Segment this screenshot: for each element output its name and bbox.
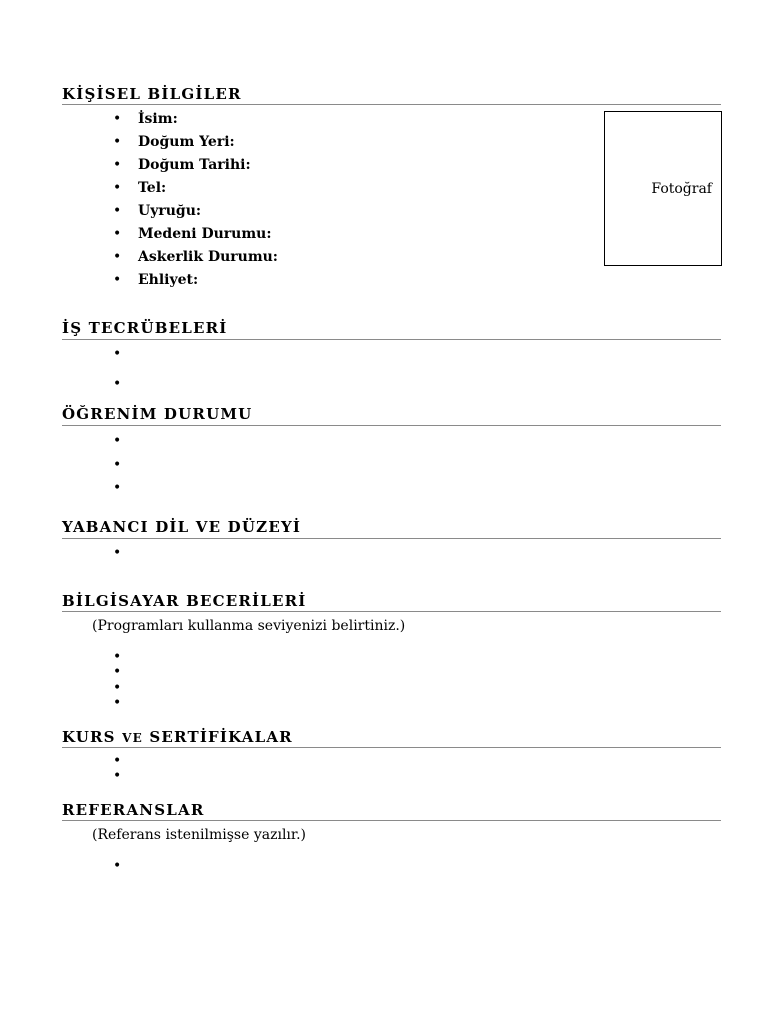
field-tel: Tel: — [138, 180, 167, 196]
courses-title-part: KURS — [62, 728, 123, 746]
bullet — [113, 545, 121, 561]
bullet — [113, 664, 121, 680]
field-medeni-durumu: Medeni Durumu: — [138, 226, 272, 242]
section-rule — [62, 538, 721, 539]
bullet — [113, 249, 121, 265]
section-rule — [62, 820, 721, 821]
bullet — [113, 649, 121, 665]
bullet — [113, 858, 121, 874]
section-title-personal: KİŞİSEL BİLGİLER — [62, 85, 242, 103]
section-title-language: YABANCI DİL VE DÜZEYİ — [62, 518, 302, 536]
section-rule — [62, 104, 721, 105]
bullet — [113, 111, 121, 127]
section-rule — [62, 339, 721, 340]
bullet — [113, 457, 121, 473]
photo-label: Fotoğraf — [651, 181, 712, 197]
section-title-education: ÖĞRENİM DURUMU — [62, 405, 253, 423]
photo-box — [604, 111, 722, 266]
field-isim: İsim: — [138, 111, 178, 127]
field-ehliyet: Ehliyet: — [138, 272, 199, 288]
courses-title-part: VE — [122, 731, 143, 745]
computer-note: (Programları kullanma seviyenizi belirtiniz.) — [92, 618, 406, 634]
bullet — [113, 272, 121, 288]
section-title-experience: İŞ TECRÜBELERİ — [62, 319, 228, 337]
bullet — [113, 346, 121, 362]
field-dogum-tarihi: Doğum Tarihi: — [138, 157, 251, 173]
bullet — [113, 695, 121, 711]
bullet — [113, 680, 121, 696]
bullet — [113, 180, 121, 196]
bullet — [113, 433, 121, 449]
section-rule — [62, 747, 721, 748]
section-rule — [62, 611, 721, 612]
bullet — [113, 134, 121, 150]
section-rule — [62, 425, 721, 426]
field-uyrugu: Uyruğu: — [138, 203, 202, 219]
bullet — [113, 226, 121, 242]
section-title-computer: BİLGİSAYAR BECERİLERİ — [62, 592, 307, 610]
courses-title-part: SERTİFİKALAR — [142, 728, 293, 746]
section-title-courses — [62, 728, 721, 747]
bullet — [113, 376, 121, 392]
bullet — [113, 753, 121, 769]
section-title-references: REFERANSLAR — [62, 801, 205, 819]
field-dogum-yeri: Doğum Yeri: — [138, 134, 235, 150]
references-note: (Referans istenilmişse yazılır.) — [92, 827, 306, 843]
bullet — [113, 768, 121, 784]
bullet — [113, 203, 121, 219]
field-askerlik-durumu: Askerlik Durumu: — [138, 249, 278, 265]
bullet — [113, 480, 121, 496]
bullet — [113, 157, 121, 173]
